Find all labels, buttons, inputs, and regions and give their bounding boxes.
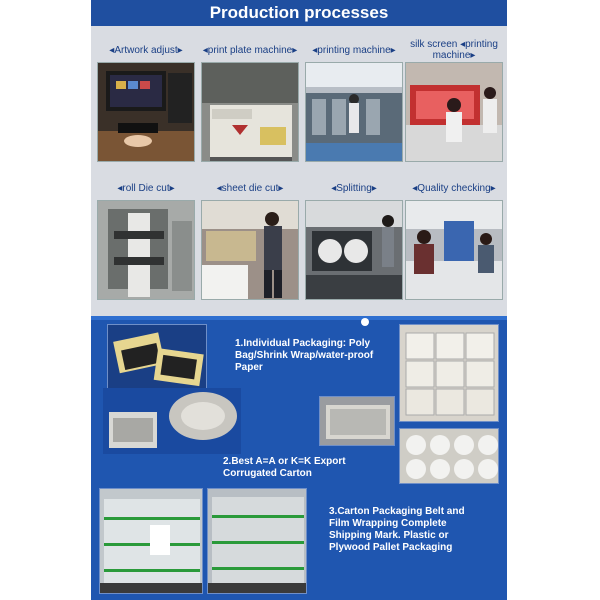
step-label: silk screen ◂printing machine▸ xyxy=(410,39,498,61)
carton-stack-photo xyxy=(399,324,499,422)
decor-dot xyxy=(361,318,369,326)
step-photo xyxy=(305,200,403,300)
flyer xyxy=(91,0,507,600)
page-title: Production processes xyxy=(91,0,507,26)
carton-open-photo xyxy=(399,428,499,484)
step-photo xyxy=(97,200,195,300)
step-roll-die-cut xyxy=(97,176,195,300)
step-label: ◂Quality checking▸ xyxy=(412,182,496,194)
packaging-section xyxy=(91,316,507,600)
step-photo xyxy=(305,62,403,162)
step-label: ◂print plate machine▸ xyxy=(202,44,298,56)
pallet-photo-a xyxy=(99,488,203,594)
step-label: ◂Splitting▸ xyxy=(331,182,377,194)
step-label: ◂sheet die cut▸ xyxy=(216,182,284,194)
step-printing-machine xyxy=(305,38,403,162)
step-photo xyxy=(97,62,195,162)
step-print-plate-machine xyxy=(201,38,299,162)
step-photo xyxy=(405,62,503,162)
step-quality-checking xyxy=(405,176,503,300)
packaging-note-1: 1.Individual Packaging: Poly Bag/Shrink Wrap/water-proof Paper xyxy=(235,338,374,373)
step-photo xyxy=(201,200,299,300)
carton-photo xyxy=(319,396,395,446)
process-grid xyxy=(91,26,507,316)
step-sheet-die-cut xyxy=(201,176,299,300)
packaging-note-2: 2.Best A=A or K=K Export Corrugated Carton xyxy=(223,456,346,479)
section-divider xyxy=(91,316,507,320)
individual-pack-photo-a xyxy=(107,324,207,396)
individual-pack-photo-b xyxy=(103,388,241,454)
step-label: ◂Artwork adjust▸ xyxy=(109,44,183,56)
step-artwork-adjust xyxy=(97,38,195,162)
step-photo xyxy=(201,62,299,162)
packaging-note-3: 3.Carton Packaging Belt and Film Wrapping Complete Shipping Mark. Plastic or Plywood Pallet Packaging xyxy=(329,506,465,553)
step-photo xyxy=(405,200,503,300)
pallet-photo-b xyxy=(207,488,307,594)
step-label: ◂printing machine▸ xyxy=(312,44,396,56)
step-label: ◂roll Die cut▸ xyxy=(117,182,175,194)
step-splitting xyxy=(305,176,403,300)
step-silk-screen-printing-machine xyxy=(405,38,503,162)
